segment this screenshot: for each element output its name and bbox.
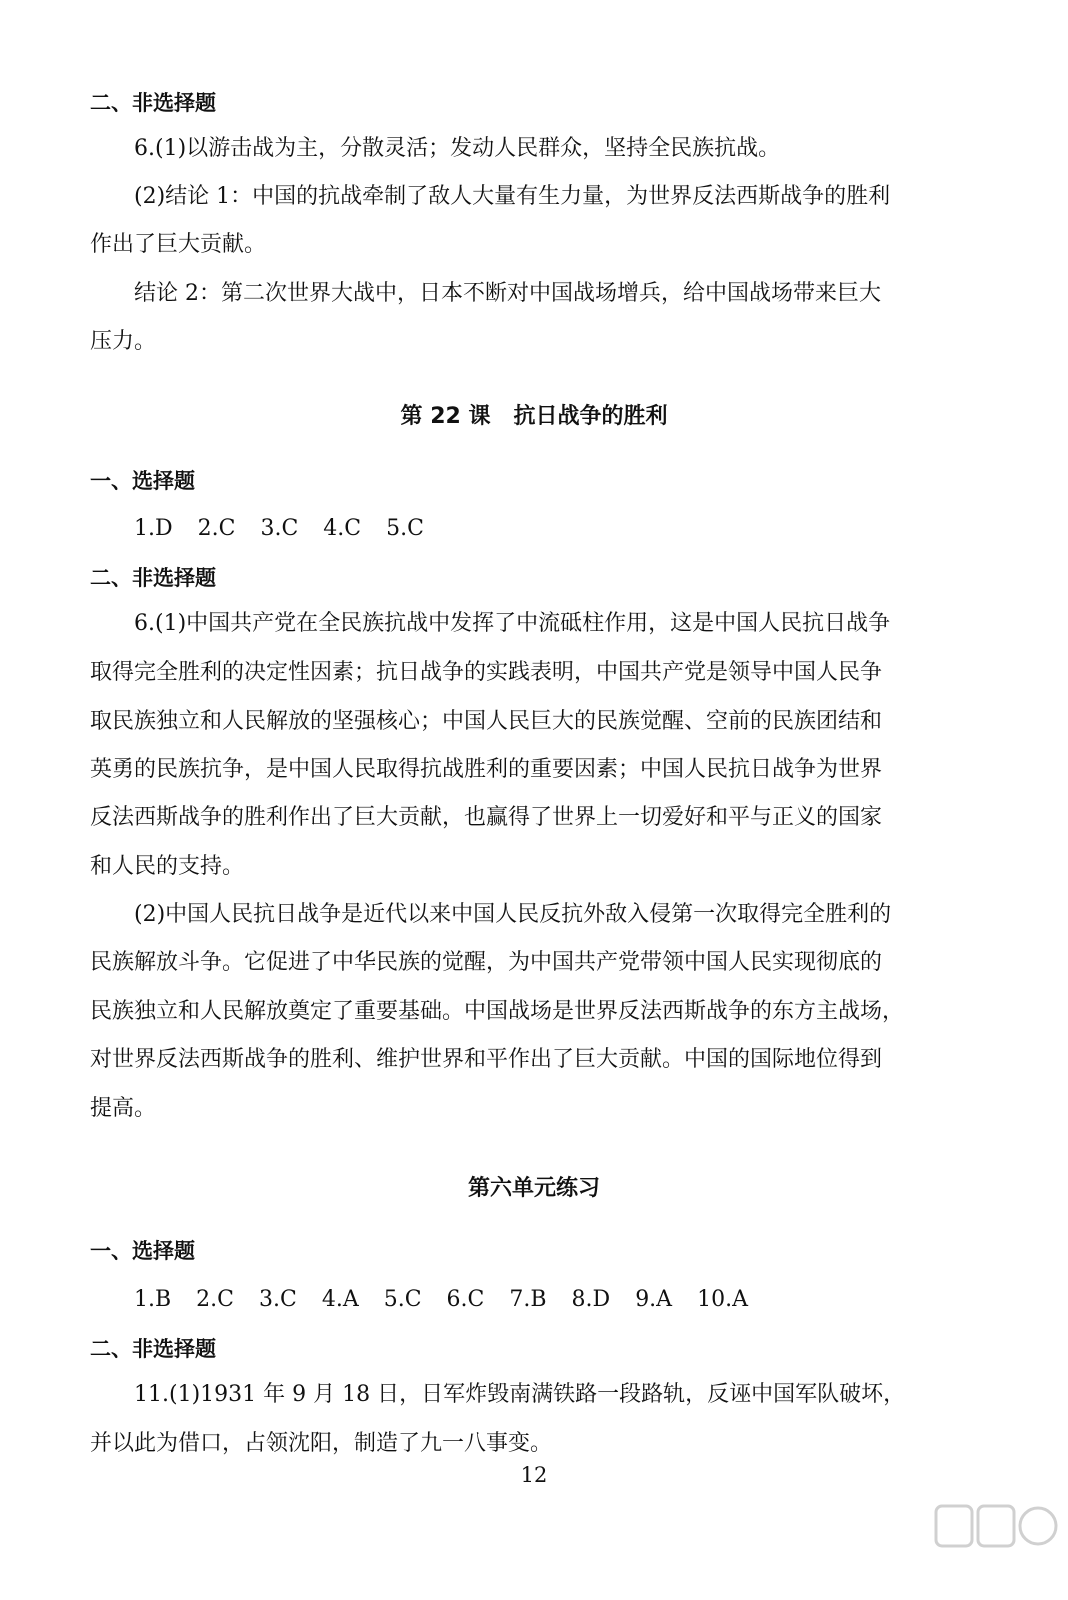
answer-item: 5.C: [386, 516, 424, 541]
section-heading-choice: 一、选择题: [90, 1239, 195, 1263]
paragraph-line: 6.(1)中国共产党在全民族抗战中发挥了中流砥柱作用，这是中国人民抗日战争: [134, 611, 891, 636]
section-heading-nonchoice: 二、非选择题: [90, 1337, 216, 1361]
answer-item: 7.B: [509, 1287, 547, 1312]
answer-item: 9.A: [635, 1287, 673, 1312]
watermark-logo: [930, 1500, 1060, 1592]
paragraph-line: 对世界反法西斯战争的胜利、维护世界和平作出了巨大贡献。中国的国际地位得到: [90, 1047, 883, 1072]
paragraph-line: 英勇的民族抗争，是中国人民取得抗战胜利的重要因素；中国人民抗日战争为世界: [90, 757, 883, 782]
choice-answers: [134, 1283, 766, 1317]
paragraph-line: 并以此为借口，占领沈阳，制造了九一八事变。: [90, 1431, 553, 1456]
answer-item: 3.C: [260, 516, 299, 541]
answer-item: 3.C: [259, 1287, 297, 1312]
section-heading-choice: 一、选择题: [90, 469, 195, 493]
answer-item: 5.C: [383, 1287, 422, 1312]
unit-title: 第六单元练习: [467, 1176, 600, 1201]
answer-item: 4.C: [323, 516, 362, 541]
answer-item: 1.D: [134, 516, 173, 541]
answer-item: 1.B: [134, 1287, 172, 1312]
answer-item: 4.A: [321, 1287, 359, 1312]
lesson-title: 第 22 课 抗日战争的胜利: [400, 404, 668, 429]
paragraph-line: 和人民的支持。: [90, 854, 245, 879]
answer-item: 2.C: [196, 1287, 234, 1312]
paragraph-line: (2)结论 1：中国的抗战牵制了敌人大量有生力量，为世界反法西斯战争的胜利: [134, 184, 891, 209]
paragraph-line: 反法西斯战争的胜利作出了巨大贡献，也赢得了世界上一切爱好和平与正义的国家: [90, 805, 883, 830]
paragraph-line: 取得完全胜利的决定性因素；抗日战争的实践表明，中国共产党是领导中国人民争: [90, 660, 883, 685]
page-number: 12: [520, 1463, 548, 1487]
paragraph-line: 提高。: [90, 1096, 157, 1121]
paragraph-line: 结论 2：第二次世界大战中，日本不断对中国战场增兵，给中国战场带来巨大: [134, 281, 881, 306]
paragraph-line: 民族解放斗争。它促进了中华民族的觉醒，为中国共产党带领中国人民实现彻底的: [90, 950, 883, 975]
section-heading-nonchoice: 二、非选择题: [90, 566, 216, 590]
paragraph-line: 取民族独立和人民解放的坚强核心；中国人民巨大的民族觉醒、空前的民族团结和: [90, 709, 883, 734]
paragraph-line: 作出了巨大贡献。: [90, 232, 267, 257]
paragraph-line: 11.(1)1931 年 9 月 18 日，日军炸毁南满铁路一段路轨，反诬中国军队破坏，: [134, 1382, 906, 1407]
answer-item: 10.A: [697, 1287, 748, 1312]
answer-item: 2.C: [197, 516, 236, 541]
answer-item: 8.D: [571, 1287, 611, 1312]
paragraph-line: 民族独立和人民解放奠定了重要基础。中国战场是世界反法西斯战争的东方主战场，: [90, 999, 905, 1024]
choice-answers: [134, 512, 442, 546]
paragraph-line: 压力。: [90, 329, 157, 354]
section-heading-nonchoice: 二、非选择题: [90, 91, 216, 115]
answer-item: 6.C: [446, 1287, 485, 1312]
paragraph-line: 6.(1)以游击战为主，分散灵活；发动人民群众，坚持全民族抗战。: [134, 136, 781, 161]
paragraph-line: (2)中国人民抗日战争是近代以来中国人民反抗外敌入侵第一次取得完全胜利的: [134, 902, 892, 927]
